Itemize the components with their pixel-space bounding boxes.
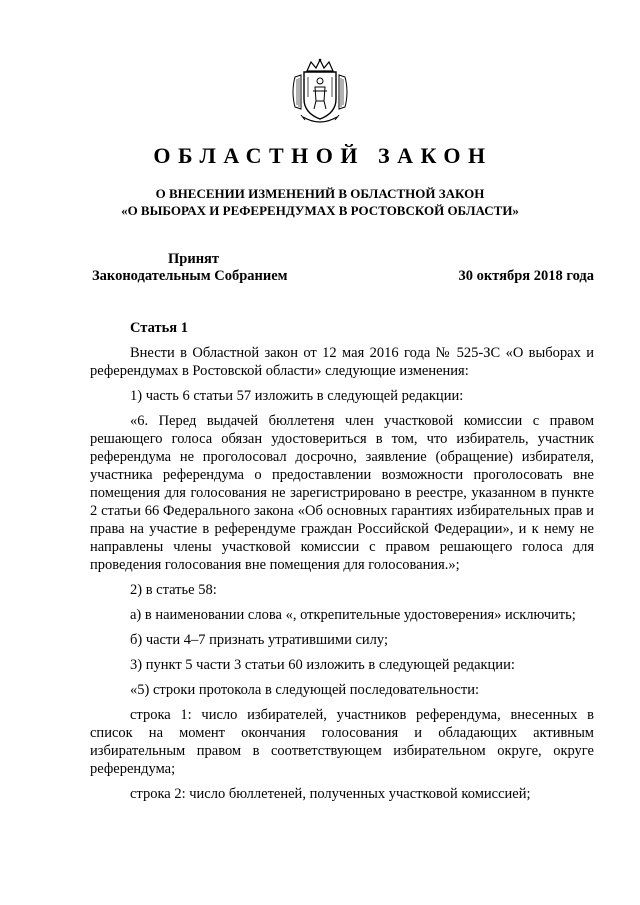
paragraph: строка 2: число бюллетеней, полученных участковой комиссией;: [130, 786, 531, 802]
adoption-block: [92, 251, 288, 285]
paragraph: 1) часть 6 статьи 57 изложить в следующей редакции:: [130, 388, 464, 404]
adoption-date: 30 октября 2018 года: [458, 268, 594, 284]
adopted-by-label: Законодательным Собранием: [92, 268, 288, 284]
law-title-line-1: О ВНЕСЕНИИ ИЗМЕНЕНИЙ В ОБЛАСТНОЙ ЗАКОН: [155, 186, 485, 201]
paragraph: Внести в Областной закон от 12 мая 2016 года № 525-ЗС «О выборах и референдумах в Ростовской области» следующие изменения:: [90, 345, 594, 379]
paragraph: «6. Перед выдачей бюллетеня член участковой комиссии с правом решающего голоса обязан удостовериться в том, что избиратель, участник референдума не проголосовал досрочно, заявление (обращение) избирателя, участника референдума о предоставлении возможности проголосовать вне помещения для голосования не зарегистрировано в реестре, указанном в пункте 2 статьи 66 Федерального закона «Об основных гарантиях избирательных прав и права на участие в референдуме граждан Российской Федерации», и к нему не направлены члены участковой комиссии с правом решающего голоса для проведения голосования вне помещения для голосования.»;: [90, 413, 594, 573]
coat-of-arms-emblem: [289, 57, 351, 127]
paragraph: строка 1: число избирателей, участников референдума, внесенных в список на момент окончания голосования и обладающих активным избирательным правом в соответствующем избирательном округе, округе референдума;: [90, 707, 594, 777]
law-title-line-2: «О ВЫБОРАХ И РЕФЕРЕНДУМАХ В РОСТОВСКОЙ ОБЛАСТИ»: [121, 203, 519, 218]
law-title: [60, 185, 580, 219]
paragraph: «5) строки протокола в следующей последовательности:: [130, 682, 479, 698]
article-heading: Статья 1: [130, 320, 188, 336]
paragraph: б) части 4–7 признать утратившими силу;: [130, 632, 389, 648]
document-body: [90, 319, 594, 810]
document-type-heading: ОБЛАСТНОЙ ЗАКОН: [153, 143, 493, 168]
paragraph: 2) в статье 58:: [130, 582, 217, 598]
adopted-label: Принят: [168, 251, 220, 267]
coat-of-arms-icon: [289, 57, 351, 127]
paragraph: 3) пункт 5 части 3 статьи 60 изложить в следующей редакции:: [130, 657, 515, 673]
paragraph: а) в наименовании слова «, открепительные удостоверения» исключить;: [130, 607, 576, 623]
